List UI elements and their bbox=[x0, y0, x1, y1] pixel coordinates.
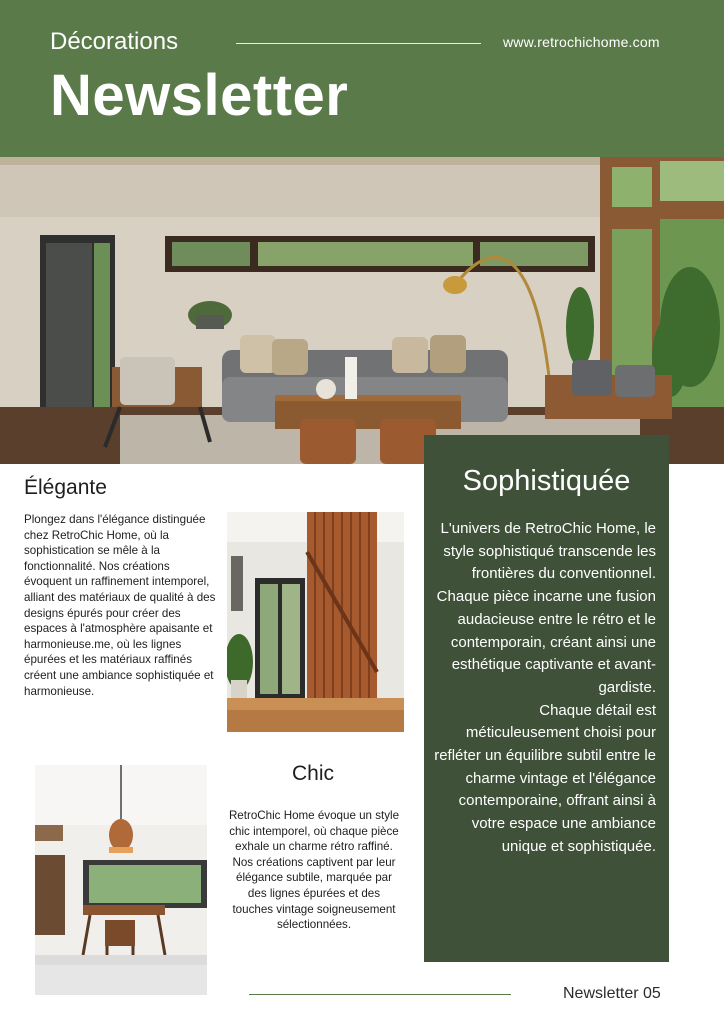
sophistiquee-paragraph-2: Chaque détail est méticuleusement choisi pour refléter un équilibre subtil entre le charme vintage et l'élégance contemporaine, offrant ainsi à votre espace une ambiance unique et sophistiquée. bbox=[434, 701, 656, 855]
dining-room-photo bbox=[35, 765, 207, 995]
website-link[interactable]: www.retrochichome.com bbox=[503, 34, 660, 50]
footer-label: Newsletter 05 bbox=[563, 985, 661, 1002]
sophistiquee-body bbox=[430, 518, 656, 859]
elegante-heading: Élégante bbox=[24, 476, 107, 499]
chic-heading: Chic bbox=[291, 762, 334, 785]
staircase-photo bbox=[227, 512, 404, 732]
header-divider bbox=[236, 43, 481, 44]
elegante-body: Plongez dans l'élégance distinguée chez RetroChic Home, où la sophistication se mêle à la fonctionnalité. Nos créations évoquent un raffinement intemporel, alliant des matériaux de qualité à des designs épurés pour créer des espaces à l'atmosphère apaisante et harmonieuse.me, où les lignes épurées et les matériaux raffinés créent une ambiance sophistiquée et harmonieuse. bbox=[24, 513, 216, 698]
chic-body: RetroChic Home évoque un style chic intemporel, où chaque pièce exhale un charme rétro raffiné. Nos créations captivent par leur élégance subtile, marquée par des lignes épurées et des touches vintage soigneusement sélectionnées. bbox=[228, 809, 400, 932]
header-kicker: Décorations bbox=[50, 28, 179, 55]
sophistiquee-paragraph-1: L'univers de RetroChic Home, le style sophistiqué transcende les frontières du conventionnel. Chaque pièce incarne une fusion audacieuse entre le rétro et le contemporain, créant ainsi une esthétique captivante et avant-gardiste. bbox=[436, 520, 656, 696]
living-room-photo bbox=[0, 157, 724, 464]
newsletter-title: Newsletter bbox=[50, 63, 349, 128]
footer-divider bbox=[249, 994, 511, 995]
sophistiquee-heading: Sophistiquée bbox=[462, 465, 631, 497]
